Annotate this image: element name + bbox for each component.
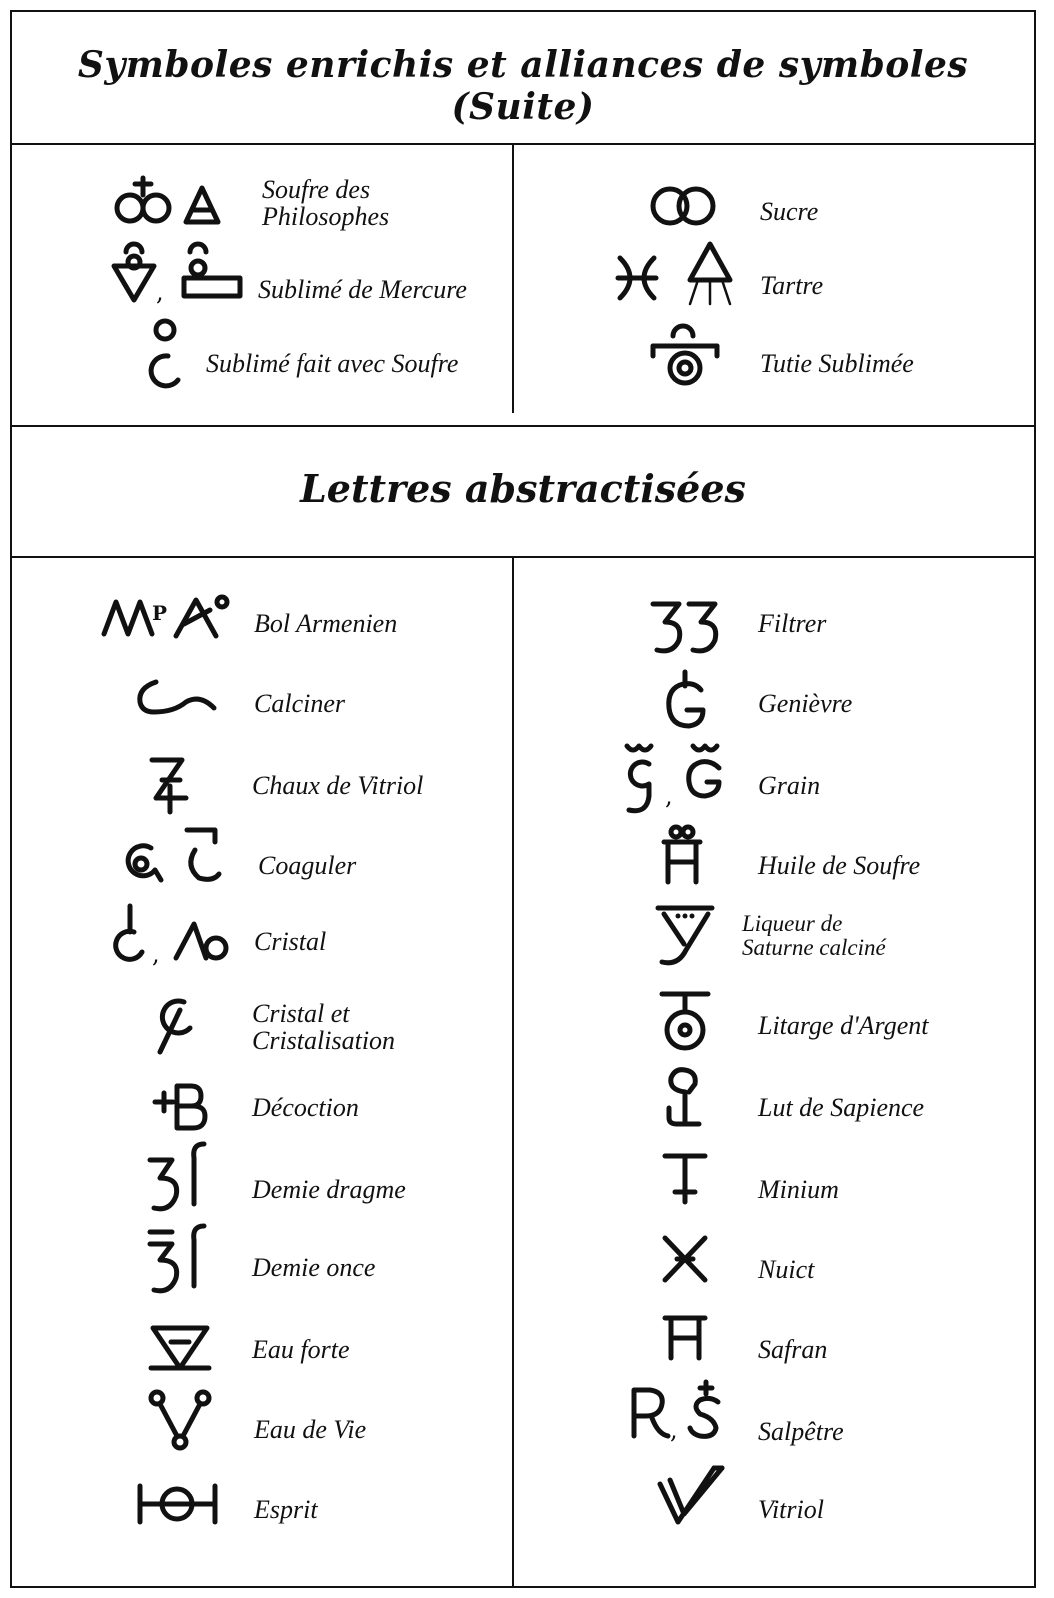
soufre-des-philosophes-icon <box>108 170 248 240</box>
entry-label: Grain <box>758 771 821 800</box>
entry-label: Demie dragme <box>252 1175 406 1204</box>
entry-label: Cristal et Cristalisation <box>252 999 396 1055</box>
svg-text:,: , <box>665 782 673 810</box>
tartre-icon <box>610 240 740 308</box>
vitriol-icon <box>650 1460 730 1530</box>
entry-label: Safran <box>758 1335 828 1364</box>
entry-label: Chaux de Vitriol <box>252 771 424 800</box>
huile-de-soufre-icon <box>652 822 712 888</box>
lut-de-sapience-icon <box>655 1062 715 1132</box>
safran-icon <box>655 1310 715 1366</box>
nuict-icon <box>655 1230 715 1288</box>
column-divider <box>512 556 514 1588</box>
entry-label: Décoction <box>252 1093 359 1122</box>
liqueur-de-saturne-calcine-icon <box>650 900 720 972</box>
chaux-de-vitriol-icon <box>140 750 200 820</box>
entry-label: Eau de Vie <box>254 1415 367 1444</box>
entry-label: Liqueur de Saturne calciné <box>742 911 886 960</box>
entry-label: Sublimé de Mercure <box>258 275 467 304</box>
salpetre-icon <box>620 1378 735 1444</box>
bol-armenien-icon <box>100 590 235 646</box>
divider-line <box>10 143 1036 145</box>
entry-label: Sublimé fait avec Soufre <box>206 349 459 378</box>
divider-line <box>10 556 1036 558</box>
calciner-icon <box>130 672 225 728</box>
svg-text:P: P <box>152 601 168 625</box>
esprit-icon <box>130 1474 225 1534</box>
entry-label: Coaguler <box>258 851 357 880</box>
entry-label: Huile de Soufre <box>758 851 921 880</box>
entry-label: Lut de Sapience <box>758 1093 925 1122</box>
grain-icon <box>615 738 735 822</box>
litarge-d-argent-icon <box>652 986 718 1058</box>
genievre-icon <box>655 668 715 732</box>
cristal-et-cristalisation-icon <box>140 990 210 1060</box>
entry-label: Salpêtre <box>758 1417 844 1446</box>
demie-dragme-icon <box>140 1134 220 1222</box>
entry-label: Demie once <box>252 1253 376 1282</box>
section-title-symboles: Symboles enrichis et alliances de symboles (Suite) <box>77 44 969 128</box>
entry-label: Nuict <box>758 1255 815 1284</box>
entry-label: Cristal <box>254 927 327 956</box>
svg-text:,: , <box>670 1416 678 1444</box>
divider-line <box>10 425 1036 427</box>
minium-icon <box>655 1148 715 1210</box>
eau-de-vie-icon <box>145 1388 215 1452</box>
entry-label: Genièvre <box>758 689 853 718</box>
demie-once-icon <box>140 1214 220 1302</box>
entry-label: Soufre des Philosophes <box>262 175 390 231</box>
column-divider <box>512 143 514 413</box>
tutie-sublimee-icon <box>645 322 725 388</box>
coaguler-icon <box>115 820 230 890</box>
sucre-icon <box>640 178 730 234</box>
filtrer-icon <box>645 594 725 658</box>
section-title-lettres: Lettres abstractisées <box>300 466 746 511</box>
decoction-icon <box>145 1078 215 1138</box>
entry-label: Calciner <box>254 689 345 718</box>
entry-label: Tutie Sublimée <box>760 349 914 378</box>
entry-label: Filtrer <box>758 609 827 638</box>
entry-label: Sucre <box>760 197 819 226</box>
entry-label: Bol Armenien <box>254 609 398 638</box>
eau-forte-icon <box>145 1316 215 1376</box>
svg-text:,: , <box>156 278 164 306</box>
entry-label: Minium <box>758 1175 839 1204</box>
entry-label: Eau forte <box>252 1335 350 1364</box>
svg-text:,: , <box>152 940 160 968</box>
entry-label: Tartre <box>760 271 824 300</box>
sublime-de-mercure-icon <box>108 240 248 304</box>
sublime-fait-avec-soufre-icon <box>130 318 200 384</box>
entry-label: Esprit <box>254 1495 318 1524</box>
cristal-icon <box>100 900 235 970</box>
entry-label: Vitriol <box>758 1495 824 1524</box>
entry-label: Litarge d'Argent <box>758 1011 929 1040</box>
